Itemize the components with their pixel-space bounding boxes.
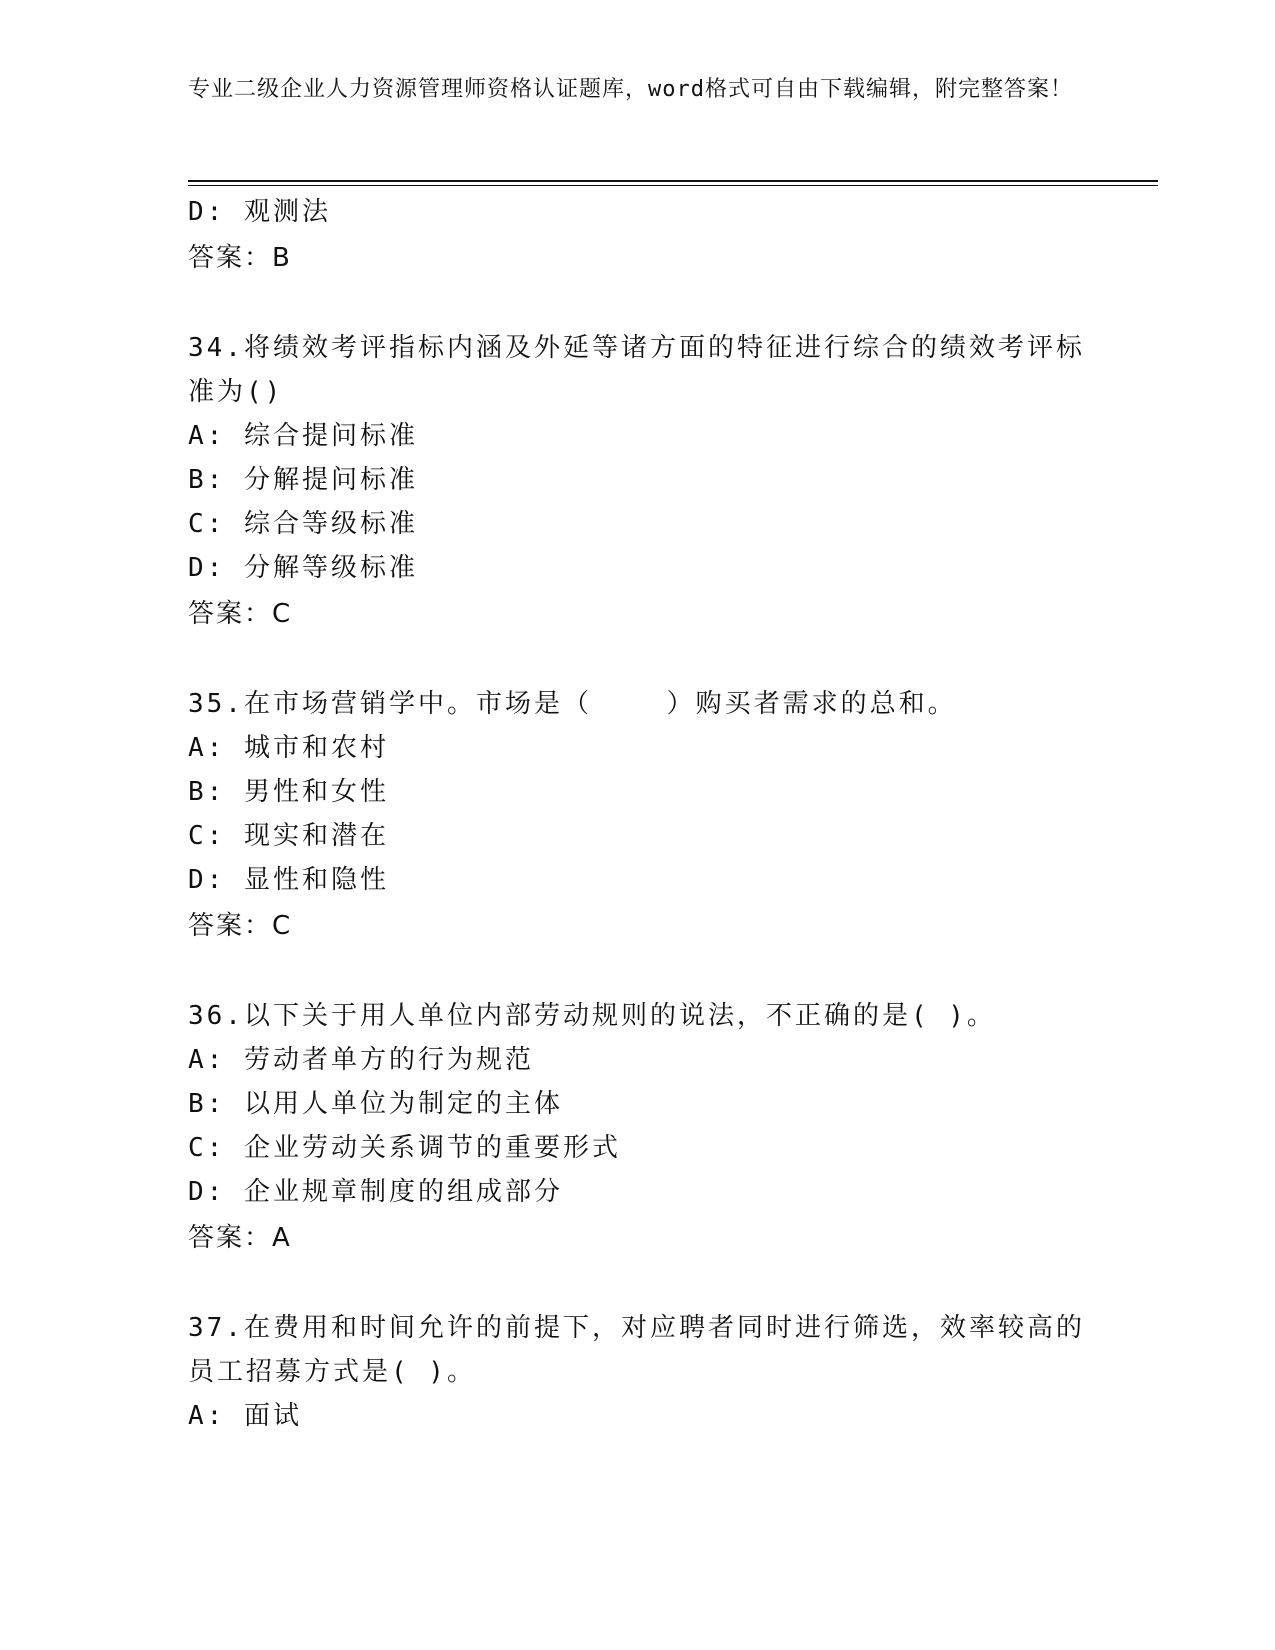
question-35 [188,682,1088,950]
option-c: C: 综合等级标准 [188,509,418,539]
option-d: D: 显性和隐性 [188,865,389,895]
header-rule-thick [188,180,1158,182]
option-b: B: 以用人单位为制定的主体 [188,1089,563,1119]
prev-answer: 答案：B [188,243,292,273]
option-a: A: 综合提问标准 [188,421,418,451]
question-stem: 35.在市场营销学中。市场是（ ）购买者需求的总和。 [188,689,957,719]
option-b: B: 分解提问标准 [188,465,418,495]
question-34 [188,326,1088,638]
prev-option-d: D: 观测法 [188,197,331,227]
answer: 答案：A [188,1223,292,1253]
option-d: D: 企业规章制度的组成部分 [188,1177,563,1207]
option-c: C: 现实和潜在 [188,821,389,851]
answer: 答案：C [188,599,293,629]
question-37 [188,1306,1088,1438]
header-rule-thin [188,185,1158,186]
question-stem: 37.在费用和时间允许的前提下，对应聘者同时进行筛选，效率较高的员工招募方式是( )。 [188,1313,1085,1387]
option-a: A: 劳动者单方的行为规范 [188,1045,534,1075]
option-c: C: 企业劳动关系调节的重要形式 [188,1133,621,1163]
answer: 答案：C [188,911,293,941]
question-36 [188,994,1088,1262]
question-stem: 34.将绩效考评指标内涵及外延等诸方面的特征进行综合的绩效考评标准为() [188,333,1085,407]
option-a: A: 城市和农村 [188,733,389,763]
option-b: B: 男性和女性 [188,777,389,807]
header-note: 专业二级企业人力资源管理师资格认证题库，word格式可自由下载编辑，附完整答案！ [188,77,1073,102]
option-d: D: 分解等级标准 [188,553,418,583]
question-stem: 36.以下关于用人单位内部劳动规则的说法，不正确的是( )。 [188,1001,996,1031]
question-content [188,190,1088,1438]
option-a: A: 面试 [188,1401,302,1431]
